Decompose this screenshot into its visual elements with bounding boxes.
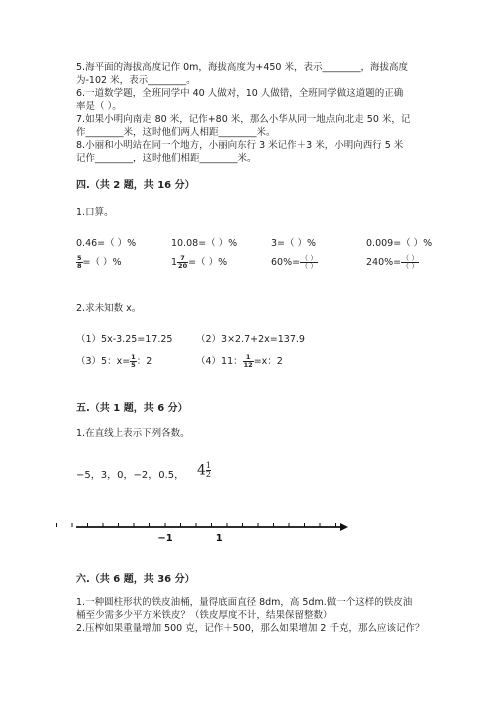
question-8-line-2: 记作________，这时他们相距________米。 [76,153,257,164]
equation-1: （1）5x-3.25=17.25 [76,334,173,345]
calc-cell-3: 3=（ ）% [271,238,317,249]
calc-cell-7: 60%= $\frac{( )}{( )}$ [271,254,318,270]
fraction: $\frac{7}{20}$ [178,254,188,270]
calc-cell-8: 240%= $\frac{( )}{( )}$ [366,254,419,270]
question-6-2-line-1: 2.压榨如果重量增加 500 克，记作＋500，那么如果增加 2 千克，那么应该记作？ [76,623,425,634]
question-6-line-2: 率是（ ）。 [76,101,122,112]
calc-cell-4: 0.009=（ ）% [366,238,433,249]
oral-calc-title: 1.口算。 [76,207,114,218]
question-7-line-2: 作________米，这时他们两人相距________米。 [76,127,276,138]
question-7-line-1: 7.如果小明向南走 80 米，记作+80 米，那么小华从同一地点向北走 50 米，记 [76,114,411,125]
question-5-line-1: 5.海平面的海拔高度记作 0m，海拔高度为+450 米，表示________，海拔高度 [76,62,408,73]
calc-cell-1: 0.46=（ ）% [76,238,137,249]
question-6-1-line-1: 1.一种圆柱形状的铁皮油桶，量得底面直径 8dm，高 5dm.做一个这样的铁皮油 [76,597,413,608]
section-4-heading: 四.（共 2 题，共 16 分） [76,180,195,191]
solve-x-title: 2.求未知数 x。 [76,303,142,314]
question-5-line-2: 为-102 米，表示________。 [76,75,196,86]
fraction: $\frac{5}{8}$ [77,254,82,270]
tick-label-pos-1: 1 [215,533,223,544]
section-5-heading: 五.（共 1 题，共 6 分） [76,403,188,414]
equation-2: （2）3×2.7+2x=137.9 [196,334,305,345]
fraction: $\frac{1}{12}$ [243,353,253,369]
equation-3: （3）5：x= $\frac{1}{5}$ ：2 [76,353,153,369]
equation-4: （4）11： $\frac{1}{12}$ =x：2 [196,353,283,369]
tick-label-neg-1: −1 [157,533,173,544]
numbers-to-plot: −5，3，0，−2，0.5， [76,470,185,481]
question-8-line-1: 8.小丽和小明站在同一个地方，小丽向东行 3 米记作＋3 米，小明向西行 5 米 [76,140,404,151]
calc-cell-2: 10.08=（ ）% [171,238,238,249]
fraction: $\frac{( )}{( )}$ [301,254,318,270]
section-6-heading: 六.（共 6 题，共 36 分） [76,574,195,585]
calc-cell-6: 1 $\frac{7}{20}$ =（ ）% [171,254,228,270]
question-6-1-line-2: 桶至少需多少平方米铁皮？（铁皮厚度不计，结果保留整数） [76,610,333,621]
axis-arrow [340,523,348,531]
number-line-axis [57,523,349,544]
fraction: $\frac{1}{5}$ [131,353,136,369]
calc-cell-5: $\frac{5}{8}$ =（ ）% [77,254,122,270]
question-6-line-1: 6.一道数学题，全班同学中 40 人做对，10 人做错，全班同学做这道题的正确 [76,88,404,99]
fraction: $\frac{( )}{( )}$ [402,254,419,270]
number-line-question-title: 1.在直线上表示下列各数。 [76,428,190,439]
mixed-number: 4 $\frac{1}{2}$ [197,461,212,479]
